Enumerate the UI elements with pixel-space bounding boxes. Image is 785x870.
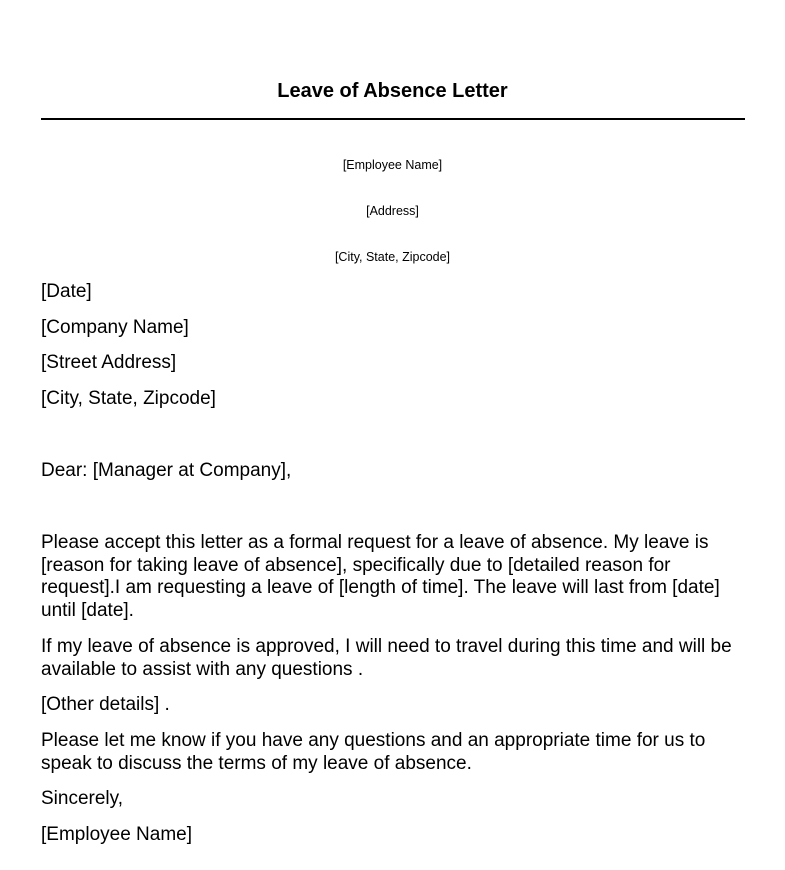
sender-city-state-zip: [City, State, Zipcode] xyxy=(334,250,451,264)
letter-title: Leave of Absence Letter xyxy=(277,80,508,102)
signature-name: [Employee Name] xyxy=(41,824,193,845)
recipient-street: [Street Address] xyxy=(41,352,177,373)
body-paragraph: If my leave of absence is approved, I will need to travel during this time and will be available to assist with any questions . xyxy=(41,636,732,680)
salutation: Dear: [Manager at Company], xyxy=(41,460,292,481)
body-paragraph: Please accept this letter as a formal request for a leave of absence. My leave is [reason for taking leave of absence], specifically due to [detailed reason for request].I am requesting a leave of [length of time]. The leave will last from [date] until [date]. xyxy=(41,532,720,621)
closing: Sincerely, xyxy=(41,788,124,809)
sender-address: [Address] xyxy=(366,204,419,218)
body-paragraph: Please let me know if you have any questions and an appropriate time for us to speak to discuss the terms of my leave of absence. xyxy=(41,730,706,774)
body-paragraph: [Other details] . xyxy=(41,694,170,715)
recipient-city-state-zip: [City, State, Zipcode] xyxy=(41,388,216,409)
recipient-company: [Company Name] xyxy=(41,317,189,338)
sender-name: [Employee Name] xyxy=(342,158,443,172)
letter-date: [Date] xyxy=(41,281,92,302)
title-divider xyxy=(41,118,745,120)
